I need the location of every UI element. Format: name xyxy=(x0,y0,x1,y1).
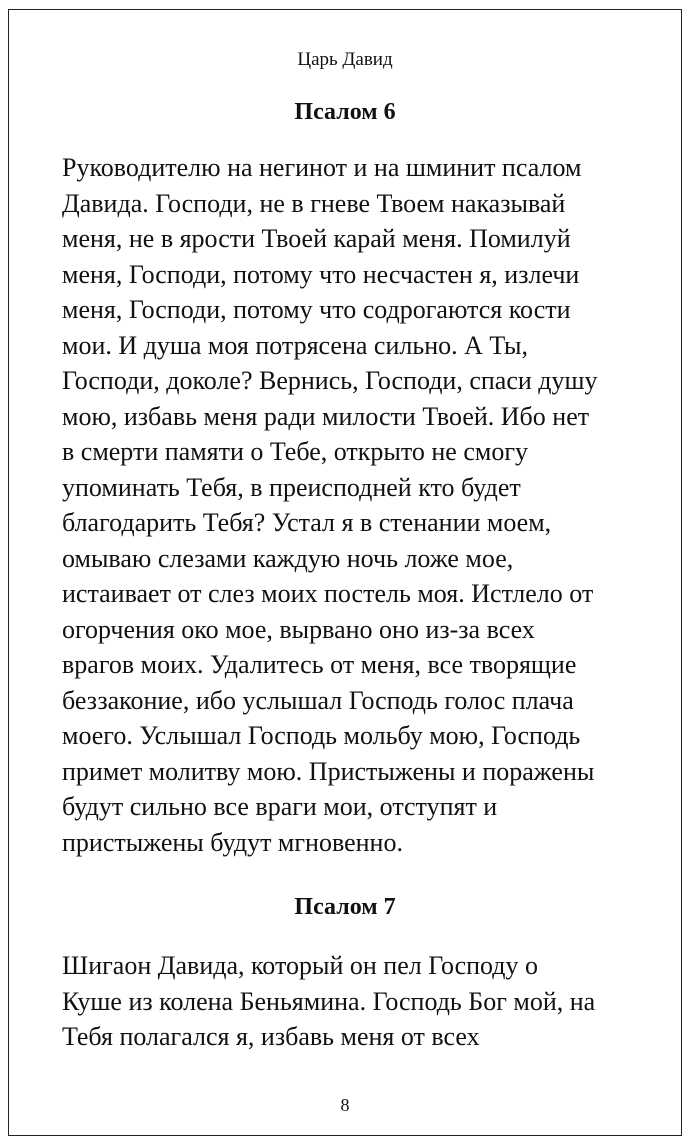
psalm-7-title: Псалом 7 xyxy=(294,894,396,920)
psalm-6-text: Руководителю на негинот и на шминит псалом Давида. Господи, не в гневе Твоем наказывай меня, не в ярости Твоей карай меня. Помилуй меня, Господи, потому что несчастен я, излечи меня, Господи, потому что содрогаются кости мои. И душа моя потрясена сильно. А Ты, Господи, доколе? Вернись, Господи, спаси душу мою, избавь меня ради милости Твоей. Ибо нет в смерти памяти о Тебе, открыто не смогу упоминать Тебя, в преисподней кто будет благодарить Тебя? Устал я в стенании моем, омываю слезами каждую ночь ложе мое, истаивает от слез моих постель моя. Истлело от огорчения око мое, вырвано оно из-за всех врагов моих. Удалитесь от меня, все творящие беззаконие, ибо услышал Господь голос плача моего. Услышал Господь мольбу мою, Господь примет молитву мою. Пристыжены и поражены будут сильно все враги мои, отступят и пристыжены будут мгновенно. xyxy=(62,153,598,857)
running-header: Царь Давид xyxy=(297,49,393,70)
page-frame xyxy=(8,9,682,1136)
psalm-6-title: Псалом 6 xyxy=(294,99,396,125)
page-number: 8 xyxy=(340,1095,350,1115)
psalm-7-text: Шигаон Давида, который он пел Господу о Куше из колена Беньямина. Господь Бог мой, на Тебя полагался я, избавь меня от всех xyxy=(62,951,596,1051)
